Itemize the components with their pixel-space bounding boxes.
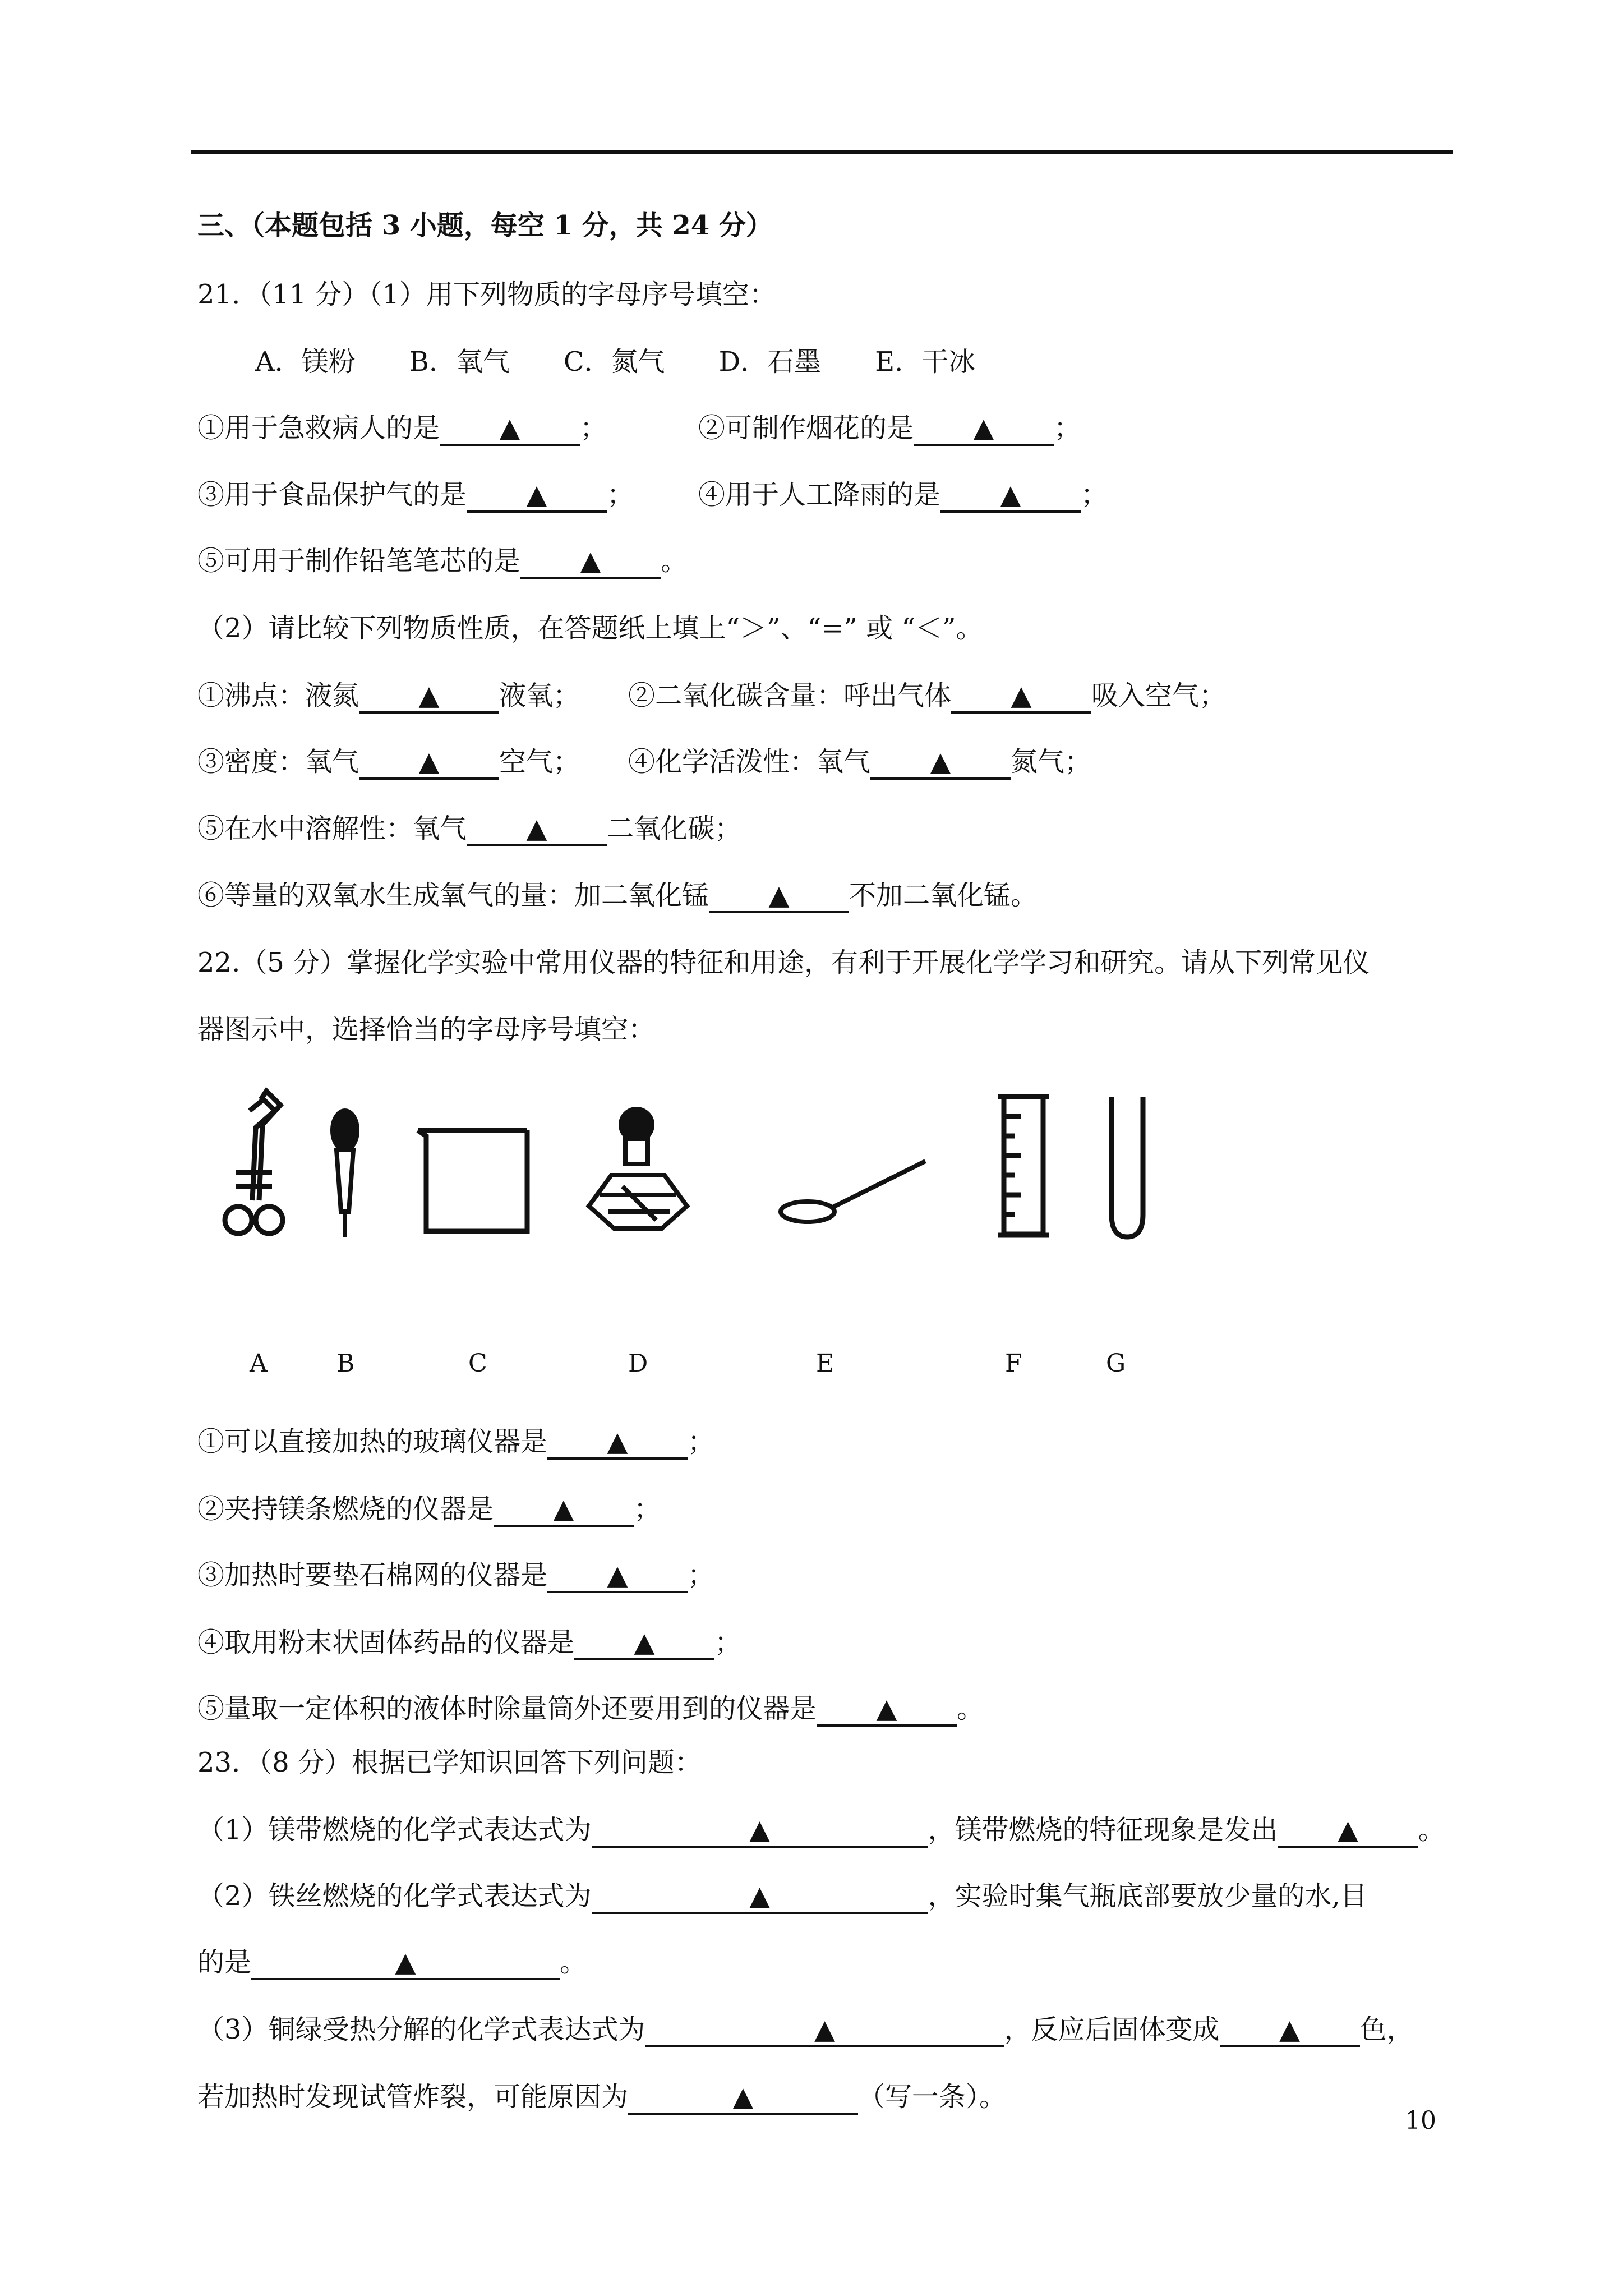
q23-line-2: （2）铁丝燃烧的化学式表达式为 ▲ ，实验时集气瓶底部要放少量的水,目 [197,1879,1367,1914]
section-title: 三、（本题包括 3 小题，每空 1 分，共 24 分） [197,210,773,241]
q23-line-4: （3）铜绿受热分解的化学式表达式为 ▲ ，反应后固体变成 ▲ 色， [197,2013,1414,2047]
figure-label-a: A [250,1349,268,1378]
figure-label-f: F [1005,1349,1022,1378]
q23-line-3: 的是 ▲ 。 [197,1945,587,1980]
answer-blank[interactable]: ▲ [645,2014,1004,2047]
answer-blank[interactable]: ▲ [494,1493,634,1527]
answer-blank[interactable]: ▲ [547,1426,688,1460]
graduated-cylinder-icon [998,1097,1049,1235]
q21-compare-2: ②二氧化碳含量：呼出气体 ▲ 吸入空气； [628,679,1226,714]
q23-line-1: （1）镁带燃烧的化学式表达式为 ▲ ，镁带燃烧的特征现象是发出 ▲ 。 [197,1813,1445,1848]
q21-compare-5: ⑤在水中溶解性：氧气 ▲ 二氧化碳； [197,812,741,846]
q21-line-1: ①用于急救病人的是 ▲ ； [197,411,607,446]
medicine-spoon-icon [781,1161,925,1222]
q21-compare-4: ④化学活泼性：氧气 ▲ 氮气； [628,745,1091,780]
alcohol-lamp-icon [589,1109,687,1228]
q21-intro: 21．（11 分）（1）用下列物质的字母序号填空： [197,279,776,310]
q22-item-4: ④取用粉末状固体药品的仪器是 ▲ ； [197,1626,741,1660]
answer-blank[interactable]: ▲ [870,746,1011,780]
answer-blank[interactable]: ▲ [547,1559,688,1593]
answer-blank[interactable]: ▲ [940,479,1081,513]
answer-blank[interactable]: ▲ [914,412,1054,446]
q21-line-3: ⑤可用于制作铅笔笔芯的是 ▲ 。 [197,544,688,579]
figure-label-b: B [336,1349,355,1378]
answer-blank[interactable]: ▲ [359,680,499,714]
figure-label-c: C [468,1349,487,1378]
q22-item-3: ③加热时要垫石棉网的仪器是 ▲ ； [197,1558,714,1593]
answer-blank[interactable]: ▲ [628,2081,858,2115]
dropper-icon [333,1111,357,1237]
answer-blank[interactable]: ▲ [592,1880,928,1914]
header-rule [191,150,1453,154]
test-tube-icon [1112,1097,1143,1237]
crucible-tongs-icon [225,1091,283,1234]
apparatus-figures [196,1083,1206,1257]
answer-blank[interactable]: ▲ [467,479,607,513]
q21-line-2: ③用于食品保护气的是 ▲ ； [197,478,634,513]
answer-blank[interactable]: ▲ [440,412,580,446]
q21-compare-1: ①沸点：液氮 ▲ 液氧； [197,679,580,714]
beaker-icon [418,1130,527,1231]
q22-item-5: ⑤量取一定体积的液体时除量筒外还要用到的仪器是 ▲ 。 [197,1692,984,1727]
figure-label-e: E [816,1349,834,1378]
answer-blank[interactable]: ▲ [467,813,607,846]
answer-blank[interactable]: ▲ [520,545,661,579]
answer-blank[interactable]: ▲ [574,1627,714,1660]
answer-blank[interactable]: ▲ [359,746,499,780]
q23-line-5: 若加热时发现试管炸裂，可能原因为 ▲ （写一条）。 [197,2080,1006,2115]
q21-compare-3: ③密度：氧气 ▲ 空气； [197,745,580,780]
answer-blank[interactable]: ▲ [592,1814,928,1848]
q21-part2-intro: （2）请比较下列物质性质，在答题纸上填上“＞”、“=” 或 “＜”。 [197,613,983,644]
q22-item-2: ②夹持镁条燃烧的仪器是 ▲ ； [197,1492,661,1527]
answer-blank[interactable]: ▲ [1220,2014,1360,2047]
figure-label-g: G [1106,1349,1126,1378]
figure-label-d: D [628,1349,648,1378]
answer-blank[interactable]: ▲ [951,680,1091,714]
answer-blank[interactable]: ▲ [709,880,849,913]
q23-intro: 23．（8 分）根据已学知识回答下列问题： [197,1747,702,1778]
answer-blank[interactable]: ▲ [1278,1814,1418,1848]
q21-options: A．镁粉 B．氧气 C．氮气 D．石墨 E．干冰 [255,346,976,378]
q22-intro-2: 器图示中，选择恰当的字母序号填空： [197,1014,656,1045]
answer-blank[interactable]: ▲ [817,1693,957,1727]
q22-intro-1: 22.（5 分）掌握化学实验中常用仪器的特征和用途，有利于开展化学学习和研究。请从下列常见仪 [197,947,1370,978]
q21-line-2b: ④用于人工降雨的是 ▲ ； [698,478,1108,513]
q21-line-1b: ②可制作烟花的是 ▲ ； [698,411,1081,446]
q21-compare-6: ⑥等量的双氧水生成氧气的量：加二氧化锰 ▲ 不加二氧化锰。 [197,878,1038,913]
answer-blank[interactable]: ▲ [251,1947,560,1980]
page-number: 10 [1405,2106,1436,2135]
q22-item-1: ①可以直接加热的玻璃仪器是 ▲ ； [197,1425,714,1460]
